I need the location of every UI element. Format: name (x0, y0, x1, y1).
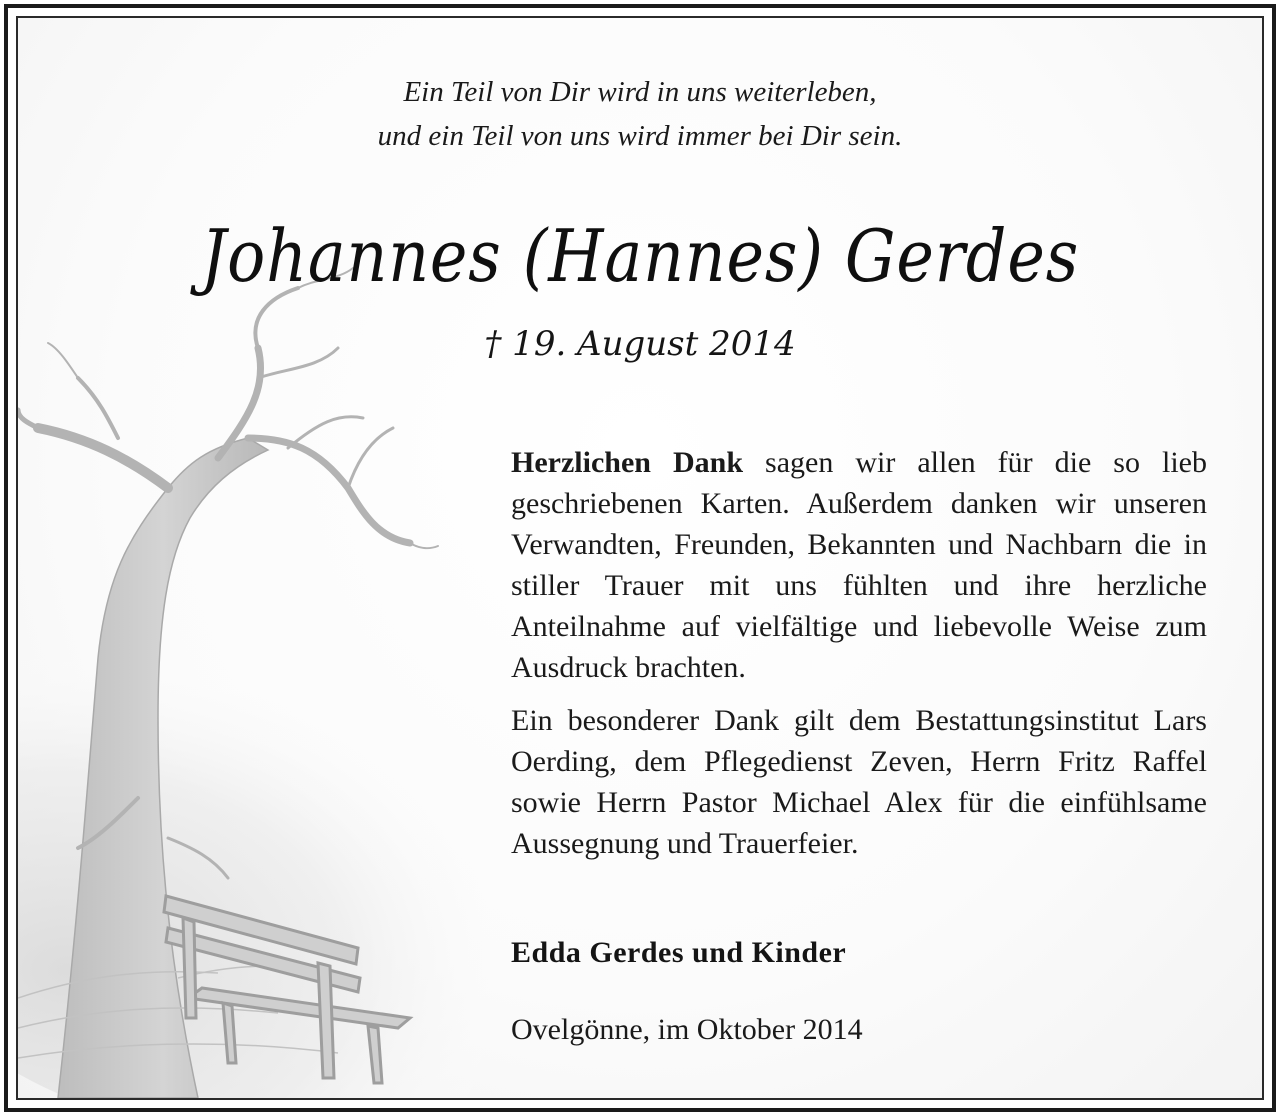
thanks-lead: Herzlichen Dank (511, 446, 743, 479)
thanks-lead-rest: sagen wir allen für die so lieb geschriebenen Karten. Außerdem danken wir unseren Verwandten, Freunden, Bekannten und Nachbarn die in stiller Trauer mit uns fühlten und ihre herzliche Anteilnahme auf vielfältige und liebevolle Weise zum Ausdruck brachten. (511, 446, 1207, 684)
thanks-paragraph-2: Ein besonderer Dank gilt dem Bestattungsinstitut Lars Oerding, dem Pflegedienst Zeven, Herrn Fritz Raffel sowie Herrn Pastor Michael Alex für die einfühlsame Aussegnung und Trauerfeier. (511, 704, 1207, 860)
thanks-text (511, 442, 1207, 864)
deceased-name: Johannes (Hannes) Gerdes (200, 214, 1080, 298)
death-date: † 19. August 2014 (484, 324, 796, 364)
thanks-paragraph-1 (511, 442, 1207, 688)
memorial-motto (18, 70, 1262, 158)
place-and-date: Ovelgönne, im Oktober 2014 (511, 1013, 863, 1046)
motto-line-2: und ein Teil von uns wird immer bei Dir sein. (377, 120, 903, 152)
obituary-notice (16, 16, 1264, 1100)
signature: Edda Gerdes und Kinder (511, 936, 847, 969)
motto-line-1: Ein Teil von Dir wird in uns weiterleben, (403, 76, 877, 108)
